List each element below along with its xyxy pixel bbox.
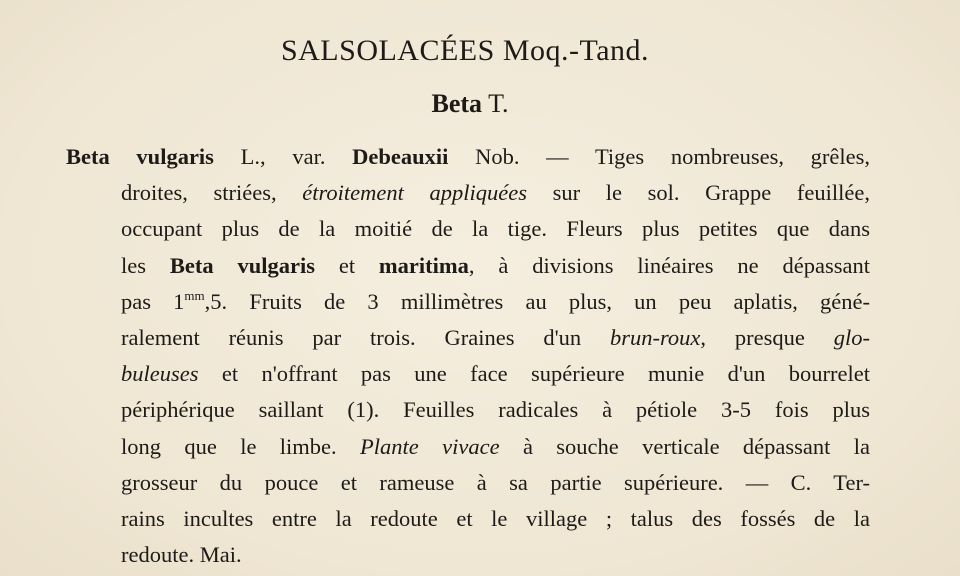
text-line xyxy=(121,323,870,353)
text-run: Nob. — Tiges nombreuses, grêles, xyxy=(448,144,871,169)
text-line xyxy=(66,142,870,172)
italic-text: Plante vivace xyxy=(360,433,500,459)
text-line xyxy=(121,287,870,317)
bold-text: Beta vulgaris xyxy=(66,144,214,169)
text-run: les xyxy=(121,252,170,278)
genus-heading xyxy=(0,89,940,119)
text-run: long que le limbe. xyxy=(121,433,361,459)
text-run: ,5. Fruits de 3 millimètres au plus, un peu aplatis, géné- xyxy=(204,288,870,314)
italic-text: buleuses xyxy=(121,361,199,387)
text-line xyxy=(121,214,870,244)
text-run: L., var. xyxy=(213,144,353,169)
text-run: ralement réunis par trois. Graines d'un xyxy=(121,325,610,350)
genus-name: Beta xyxy=(431,89,483,118)
text-run: sur le sol. Grappe feuillée, xyxy=(526,180,870,206)
text-line xyxy=(121,359,870,389)
text-line xyxy=(121,251,870,281)
text-line xyxy=(121,540,870,570)
text-run: grosseur du pouce et rameuse à sa partie supérieure. — C. Ter- xyxy=(121,469,870,495)
text-run: à souche verticale dépassant la xyxy=(499,433,870,459)
text-line xyxy=(121,468,870,498)
text-run: et n'offrant pas une face supérieure munie d'un bourrelet xyxy=(198,361,870,387)
text-line xyxy=(121,504,870,534)
text-run: , à divisions linéaires ne dépassant xyxy=(468,252,870,278)
text-line xyxy=(121,432,870,462)
text-line xyxy=(121,178,870,208)
italic-text: étroitement appliquées xyxy=(302,180,527,206)
text-line xyxy=(121,395,870,425)
italic-text: brun-roux xyxy=(610,325,701,350)
bold-text: Beta vulgaris xyxy=(169,252,315,278)
text-run: redoute. Mai. xyxy=(121,542,242,568)
text-run: , presque xyxy=(700,325,834,350)
genus-author: T. xyxy=(488,89,509,118)
family-heading: SALSOLACÉES Moq.-Tand. xyxy=(280,34,650,67)
text-run: occupant plus de la moitié de la tige. Fleurs plus petites que dans xyxy=(121,216,870,242)
bold-text: maritima xyxy=(378,252,469,278)
bold-text: Debeauxii xyxy=(352,144,449,169)
text-run: pas 1 xyxy=(121,288,185,314)
italic-text: glo- xyxy=(833,325,870,350)
superscript-text: mm xyxy=(184,287,205,303)
text-run: périphérique saillant (1). Feuilles radicales à pétiole 3-5 fois plus xyxy=(121,397,870,423)
text-run: et xyxy=(314,252,379,278)
text-run: rains incultes entre la redoute et le village ; talus des fossés de la xyxy=(121,506,870,531)
text-run: droites, striées, xyxy=(121,180,303,206)
